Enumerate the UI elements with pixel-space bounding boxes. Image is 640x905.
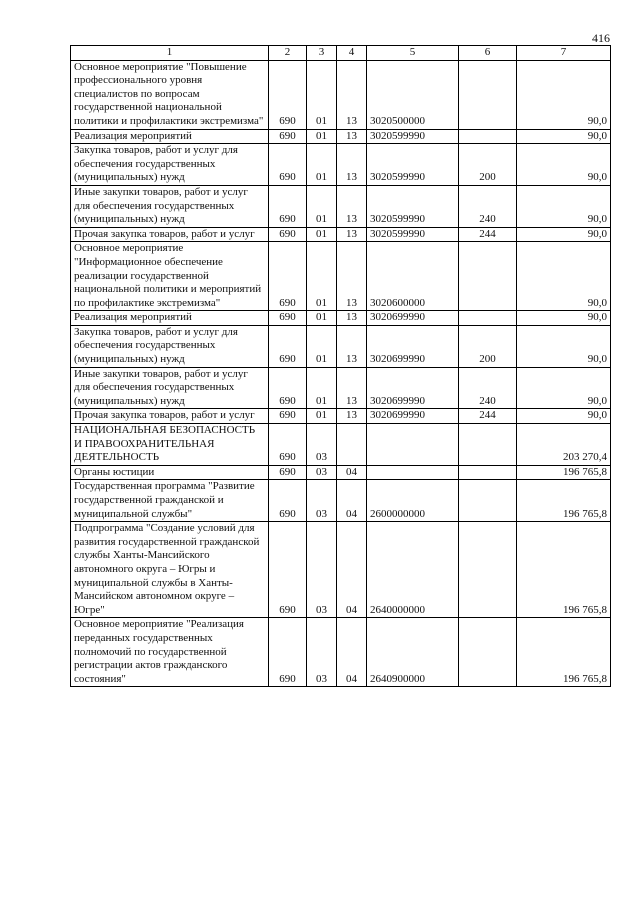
- ministry-code-cell: 690: [269, 424, 307, 466]
- subsection-code-cell: 13: [337, 227, 367, 242]
- header-cell: 7: [517, 46, 611, 61]
- amount-cell: 196 765,8: [517, 465, 611, 480]
- table-row: [71, 465, 611, 480]
- amount-cell: 90,0: [517, 60, 611, 129]
- section-code-cell: 01: [307, 185, 337, 227]
- row-name-cell: Закупка товаров, работ и услуг для обеспечения государственных (муниципальных) нужд: [71, 325, 269, 367]
- ministry-code-cell: 690: [269, 185, 307, 227]
- table-row: [71, 367, 611, 409]
- row-name-cell: Закупка товаров, работ и услуг для обеспечения государственных (муниципальных) нужд: [71, 144, 269, 186]
- target-article-cell: 3020599990: [367, 227, 459, 242]
- section-code-cell: 01: [307, 311, 337, 326]
- header-cell: 1: [71, 46, 269, 61]
- expense-type-cell: [459, 129, 517, 144]
- ministry-code-cell: 690: [269, 311, 307, 326]
- section-code-cell: 03: [307, 480, 337, 522]
- table-row: [71, 144, 611, 186]
- row-name-cell: Прочая закупка товаров, работ и услуг: [71, 227, 269, 242]
- amount-cell: 203 270,4: [517, 424, 611, 466]
- expense-type-cell: 240: [459, 367, 517, 409]
- amount-cell: 90,0: [517, 227, 611, 242]
- target-article-cell: 3020699990: [367, 325, 459, 367]
- subsection-code-cell: 13: [337, 242, 367, 311]
- ministry-code-cell: 690: [269, 409, 307, 424]
- subsection-code-cell: 13: [337, 185, 367, 227]
- table-row: [71, 424, 611, 466]
- subsection-code-cell: 13: [337, 325, 367, 367]
- amount-cell: 196 765,8: [517, 618, 611, 687]
- subsection-code-cell: 13: [337, 409, 367, 424]
- row-name-cell: Основное мероприятие "Повышение профессионального уровня специалистов по вопросам государственной национальной политики и профилактики экстремизма": [71, 60, 269, 129]
- expense-type-cell: [459, 242, 517, 311]
- target-article-cell: 3020599990: [367, 185, 459, 227]
- section-code-cell: 01: [307, 409, 337, 424]
- section-code-cell: 01: [307, 242, 337, 311]
- subsection-code-cell: 04: [337, 465, 367, 480]
- header-cell: 5: [367, 46, 459, 61]
- expense-type-cell: 240: [459, 185, 517, 227]
- row-name-cell: Основное мероприятие "Реализация переданных государственных полномочий по государственной регистрации актов гражданского состояния": [71, 618, 269, 687]
- row-name-cell: НАЦИОНАЛЬНАЯ БЕЗОПАСНОСТЬ И ПРАВООХРАНИТЕЛЬНАЯ ДЕЯТЕЛЬНОСТЬ: [71, 424, 269, 466]
- section-code-cell: 01: [307, 60, 337, 129]
- target-article-cell: 3020599990: [367, 144, 459, 186]
- expense-type-cell: 244: [459, 227, 517, 242]
- expense-type-cell: [459, 465, 517, 480]
- amount-cell: 90,0: [517, 242, 611, 311]
- table-row: [71, 522, 611, 618]
- ministry-code-cell: 690: [269, 522, 307, 618]
- header-cell: 6: [459, 46, 517, 61]
- section-code-cell: 03: [307, 522, 337, 618]
- section-code-cell: 01: [307, 367, 337, 409]
- table-row: [71, 60, 611, 129]
- target-article-cell: 2640000000: [367, 522, 459, 618]
- ministry-code-cell: 690: [269, 227, 307, 242]
- ministry-code-cell: 690: [269, 144, 307, 186]
- expense-type-cell: [459, 424, 517, 466]
- ministry-code-cell: 690: [269, 129, 307, 144]
- table-row: [71, 129, 611, 144]
- section-code-cell: 01: [307, 144, 337, 186]
- subsection-code-cell: 13: [337, 129, 367, 144]
- row-name-cell: Реализация мероприятий: [71, 129, 269, 144]
- row-name-cell: Иные закупки товаров, работ и услуг для обеспечения государственных (муниципальных) нужд: [71, 367, 269, 409]
- expense-type-cell: [459, 480, 517, 522]
- row-name-cell: Иные закупки товаров, работ и услуг для обеспечения государственных (муниципальных) нужд: [71, 185, 269, 227]
- header-row: [71, 46, 611, 61]
- ministry-code-cell: 690: [269, 60, 307, 129]
- target-article-cell: 3020699990: [367, 409, 459, 424]
- amount-cell: 90,0: [517, 367, 611, 409]
- row-name-cell: Подпрограмма "Создание условий для развития государственной гражданской службы Ханты-Мансийского автономного округа – Югры и муниципальной службы в Ханты-Мансийском автономном округе – Югре": [71, 522, 269, 618]
- page-number: 416: [592, 31, 610, 45]
- ministry-code-cell: 690: [269, 480, 307, 522]
- table-row: [71, 227, 611, 242]
- row-name-cell: Основное мероприятие "Информационное обеспечение реализации государственной национальной политики и мероприятий по профилактике экстремизма": [71, 242, 269, 311]
- expense-type-cell: 244: [459, 409, 517, 424]
- ministry-code-cell: 690: [269, 465, 307, 480]
- target-article-cell: 2640900000: [367, 618, 459, 687]
- header-cell: 2: [269, 46, 307, 61]
- section-code-cell: 03: [307, 465, 337, 480]
- target-article-cell: 3020699990: [367, 367, 459, 409]
- ministry-code-cell: 690: [269, 242, 307, 311]
- target-article-cell: 2600000000: [367, 480, 459, 522]
- expense-type-cell: [459, 60, 517, 129]
- row-name-cell: Органы юстиции: [71, 465, 269, 480]
- expense-type-cell: [459, 311, 517, 326]
- amount-cell: 90,0: [517, 409, 611, 424]
- expense-type-cell: 200: [459, 144, 517, 186]
- header-cell: 3: [307, 46, 337, 61]
- subsection-code-cell: 04: [337, 522, 367, 618]
- budget-table: [70, 45, 611, 687]
- amount-cell: 90,0: [517, 144, 611, 186]
- subsection-code-cell: 04: [337, 480, 367, 522]
- target-article-cell: [367, 465, 459, 480]
- subsection-code-cell: 13: [337, 367, 367, 409]
- ministry-code-cell: 690: [269, 325, 307, 367]
- section-code-cell: 03: [307, 424, 337, 466]
- table-row: [71, 311, 611, 326]
- amount-cell: 90,0: [517, 311, 611, 326]
- subsection-code-cell: 04: [337, 618, 367, 687]
- header-cell: 4: [337, 46, 367, 61]
- subsection-code-cell: [337, 424, 367, 466]
- section-code-cell: 01: [307, 325, 337, 367]
- amount-cell: 196 765,8: [517, 480, 611, 522]
- amount-cell: 90,0: [517, 325, 611, 367]
- expense-type-cell: [459, 522, 517, 618]
- subsection-code-cell: 13: [337, 311, 367, 326]
- table-row: [71, 185, 611, 227]
- table-row: [71, 325, 611, 367]
- ministry-code-cell: 690: [269, 618, 307, 687]
- subsection-code-cell: 13: [337, 144, 367, 186]
- amount-cell: 196 765,8: [517, 522, 611, 618]
- table-row: [71, 242, 611, 311]
- section-code-cell: 01: [307, 129, 337, 144]
- amount-cell: 90,0: [517, 185, 611, 227]
- section-code-cell: 03: [307, 618, 337, 687]
- row-name-cell: Государственная программа "Развитие государственной гражданской и муниципальной службы": [71, 480, 269, 522]
- target-article-cell: 3020600000: [367, 242, 459, 311]
- ministry-code-cell: 690: [269, 367, 307, 409]
- target-article-cell: 3020699990: [367, 311, 459, 326]
- expense-type-cell: [459, 618, 517, 687]
- expense-type-cell: 200: [459, 325, 517, 367]
- subsection-code-cell: 13: [337, 60, 367, 129]
- table-row: [71, 480, 611, 522]
- table-row: [71, 618, 611, 687]
- amount-cell: 90,0: [517, 129, 611, 144]
- row-name-cell: Прочая закупка товаров, работ и услуг: [71, 409, 269, 424]
- row-name-cell: Реализация мероприятий: [71, 311, 269, 326]
- target-article-cell: 3020599990: [367, 129, 459, 144]
- table-row: [71, 409, 611, 424]
- target-article-cell: 3020500000: [367, 60, 459, 129]
- section-code-cell: 01: [307, 227, 337, 242]
- target-article-cell: [367, 424, 459, 466]
